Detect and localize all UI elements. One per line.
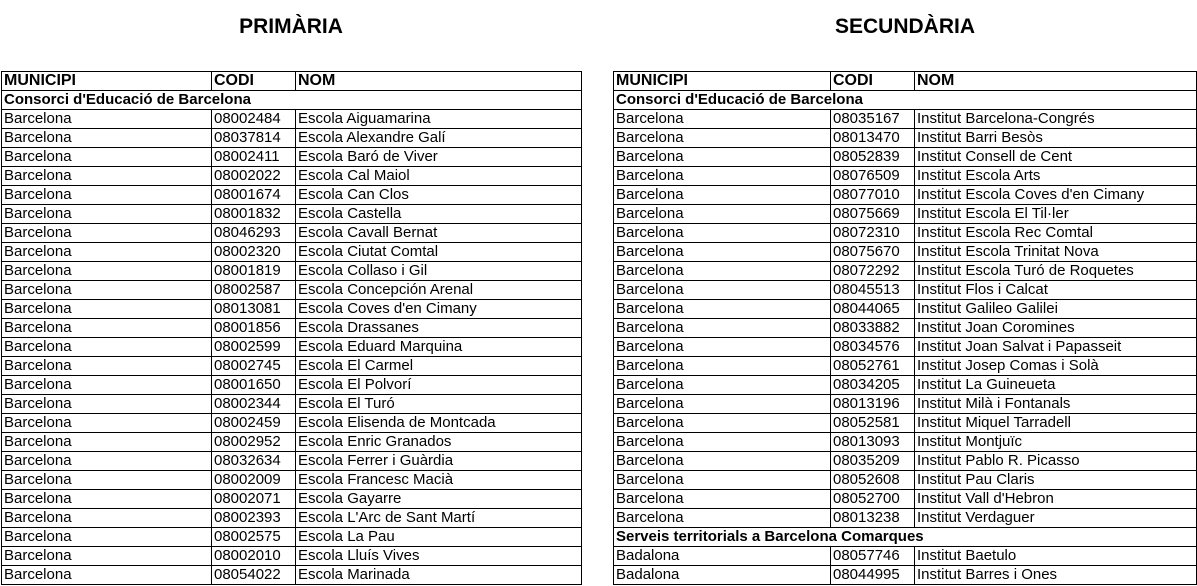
cell-codi: 08002587 bbox=[212, 281, 296, 300]
table-row bbox=[2, 224, 582, 243]
table-row bbox=[614, 205, 1197, 224]
table-row bbox=[2, 509, 582, 528]
cell-codi: 08002009 bbox=[212, 471, 296, 490]
cell-municipi: Barcelona bbox=[2, 566, 212, 585]
cell-nom: Institut Verdaguer bbox=[915, 509, 1197, 528]
cell-municipi: Barcelona bbox=[614, 357, 831, 376]
header-municipi: MUNICIPI bbox=[2, 72, 212, 91]
cell-codi: 08052581 bbox=[831, 414, 915, 433]
secundaria-header-row bbox=[614, 72, 1197, 91]
group-row bbox=[614, 91, 1197, 110]
table-row bbox=[2, 319, 582, 338]
table-row bbox=[614, 509, 1197, 528]
table-row bbox=[2, 414, 582, 433]
table-row bbox=[614, 148, 1197, 167]
cell-municipi: Barcelona bbox=[614, 376, 831, 395]
cell-municipi: Barcelona bbox=[614, 414, 831, 433]
cell-nom: Escola Collaso i Gil bbox=[296, 262, 582, 281]
cell-municipi: Barcelona bbox=[2, 300, 212, 319]
table-row bbox=[2, 205, 582, 224]
table-row bbox=[2, 338, 582, 357]
header-codi: CODI bbox=[212, 72, 296, 91]
secundaria-table bbox=[613, 71, 1197, 585]
table-row bbox=[2, 300, 582, 319]
cell-nom: Escola El Polvorí bbox=[296, 376, 582, 395]
cell-nom: Escola Baró de Viver bbox=[296, 148, 582, 167]
header-municipi: MUNICIPI bbox=[614, 72, 831, 91]
cell-nom: Escola Drassanes bbox=[296, 319, 582, 338]
cell-municipi: Barcelona bbox=[614, 262, 831, 281]
cell-codi: 08072310 bbox=[831, 224, 915, 243]
table-row bbox=[2, 471, 582, 490]
table-row bbox=[614, 566, 1197, 585]
cell-nom: Institut Pablo R. Picasso bbox=[915, 452, 1197, 471]
cell-municipi: Badalona bbox=[614, 547, 831, 566]
cell-nom: Institut Josep Comas i Solà bbox=[915, 357, 1197, 376]
cell-nom: Institut Galileo Galilei bbox=[915, 300, 1197, 319]
primaria-rows bbox=[2, 91, 582, 585]
secundaria-title: SECUNDÀRIA bbox=[834, 15, 975, 38]
cell-codi: 08033882 bbox=[831, 319, 915, 338]
cell-nom: Institut Escola Turó de Roquetes bbox=[915, 262, 1197, 281]
cell-municipi: Barcelona bbox=[614, 186, 831, 205]
table-row bbox=[614, 452, 1197, 471]
cell-codi: 08002411 bbox=[212, 148, 296, 167]
cell-codi: 08002022 bbox=[212, 167, 296, 186]
cell-municipi: Barcelona bbox=[614, 319, 831, 338]
cell-municipi: Barcelona bbox=[2, 243, 212, 262]
group-label: Consorci d'Educació de Barcelona bbox=[614, 91, 1197, 110]
cell-nom: Institut Joan Coromines bbox=[915, 319, 1197, 338]
cell-nom: Escola Marinada bbox=[296, 566, 582, 585]
cell-codi: 08044065 bbox=[831, 300, 915, 319]
table-row bbox=[2, 129, 582, 148]
cell-nom: Escola La Pau bbox=[296, 528, 582, 547]
cell-municipi: Barcelona bbox=[2, 319, 212, 338]
table-row bbox=[2, 566, 582, 585]
table-row bbox=[614, 376, 1197, 395]
cell-nom: Institut Pau Claris bbox=[915, 471, 1197, 490]
table-row bbox=[614, 414, 1197, 433]
cell-municipi: Badalona bbox=[614, 566, 831, 585]
cell-nom: Institut Vall d'Hebron bbox=[915, 490, 1197, 509]
cell-municipi: Barcelona bbox=[2, 376, 212, 395]
cell-codi: 08002484 bbox=[212, 110, 296, 129]
primaria-title: PRIMÀRIA bbox=[239, 15, 343, 38]
cell-codi: 08044995 bbox=[831, 566, 915, 585]
cell-nom: Escola Aiguamarina bbox=[296, 110, 582, 129]
table-row bbox=[614, 471, 1197, 490]
table-row bbox=[2, 281, 582, 300]
cell-nom: Escola Francesc Macià bbox=[296, 471, 582, 490]
cell-nom: Escola L'Arc de Sant Martí bbox=[296, 509, 582, 528]
cell-nom: Escola Eduard Marquina bbox=[296, 338, 582, 357]
table-row bbox=[2, 395, 582, 414]
table-row bbox=[614, 186, 1197, 205]
table-row bbox=[614, 395, 1197, 414]
cell-codi: 08002459 bbox=[212, 414, 296, 433]
cell-codi: 08002599 bbox=[212, 338, 296, 357]
cell-municipi: Barcelona bbox=[2, 490, 212, 509]
cell-codi: 08075670 bbox=[831, 243, 915, 262]
cell-nom: Escola Coves d'en Cimany bbox=[296, 300, 582, 319]
cell-codi: 08034576 bbox=[831, 338, 915, 357]
cell-nom: Escola El Turó bbox=[296, 395, 582, 414]
cell-codi: 08052761 bbox=[831, 357, 915, 376]
cell-municipi: Barcelona bbox=[614, 433, 831, 452]
cell-nom: Escola Concepción Arenal bbox=[296, 281, 582, 300]
cell-codi: 08013470 bbox=[831, 129, 915, 148]
table-row bbox=[2, 110, 582, 129]
cell-codi: 08052700 bbox=[831, 490, 915, 509]
cell-nom: Institut Milà i Fontanals bbox=[915, 395, 1197, 414]
table-row bbox=[614, 433, 1197, 452]
cell-codi: 08035209 bbox=[831, 452, 915, 471]
cell-codi: 08054022 bbox=[212, 566, 296, 585]
cell-municipi: Barcelona bbox=[614, 243, 831, 262]
cell-codi: 08002071 bbox=[212, 490, 296, 509]
table-row bbox=[614, 281, 1197, 300]
cell-municipi: Barcelona bbox=[614, 452, 831, 471]
primaria-table bbox=[1, 71, 582, 585]
cell-municipi: Barcelona bbox=[2, 186, 212, 205]
table-row bbox=[2, 528, 582, 547]
cell-municipi: Barcelona bbox=[614, 395, 831, 414]
cell-municipi: Barcelona bbox=[614, 110, 831, 129]
cell-nom: Institut Baetulo bbox=[915, 547, 1197, 566]
header-codi: CODI bbox=[831, 72, 915, 91]
table-row bbox=[614, 490, 1197, 509]
cell-codi: 08001856 bbox=[212, 319, 296, 338]
cell-municipi: Barcelona bbox=[614, 281, 831, 300]
table-row bbox=[2, 547, 582, 566]
table-row bbox=[2, 186, 582, 205]
cell-codi: 08052839 bbox=[831, 148, 915, 167]
cell-nom: Institut La Guineueta bbox=[915, 376, 1197, 395]
cell-nom: Institut Flos i Calcat bbox=[915, 281, 1197, 300]
cell-municipi: Barcelona bbox=[614, 148, 831, 167]
table-row bbox=[614, 547, 1197, 566]
table-row bbox=[614, 300, 1197, 319]
cell-codi: 08013081 bbox=[212, 300, 296, 319]
cell-nom: Escola El Carmel bbox=[296, 357, 582, 376]
table-row bbox=[2, 452, 582, 471]
group-label: Consorci d'Educació de Barcelona bbox=[2, 91, 582, 110]
cell-nom: Institut Consell de Cent bbox=[915, 148, 1197, 167]
cell-nom: Escola Alexandre Galí bbox=[296, 129, 582, 148]
cell-municipi: Barcelona bbox=[2, 357, 212, 376]
table-row bbox=[614, 262, 1197, 281]
cell-municipi: Barcelona bbox=[614, 300, 831, 319]
cell-codi: 08001832 bbox=[212, 205, 296, 224]
table-row bbox=[614, 110, 1197, 129]
cell-nom: Institut Barres i Ones bbox=[915, 566, 1197, 585]
cell-municipi: Barcelona bbox=[2, 281, 212, 300]
table-row bbox=[614, 319, 1197, 338]
cell-nom: Escola Cal Maiol bbox=[296, 167, 582, 186]
cell-codi: 08002952 bbox=[212, 433, 296, 452]
cell-nom: Escola Ciutat Comtal bbox=[296, 243, 582, 262]
cell-codi: 08032634 bbox=[212, 452, 296, 471]
cell-municipi: Barcelona bbox=[2, 224, 212, 243]
table-row bbox=[2, 243, 582, 262]
primaria-header-row bbox=[2, 72, 582, 91]
table-row bbox=[614, 243, 1197, 262]
cell-municipi: Barcelona bbox=[2, 528, 212, 547]
cell-codi: 08076509 bbox=[831, 167, 915, 186]
cell-municipi: Barcelona bbox=[614, 205, 831, 224]
cell-codi: 08035167 bbox=[831, 110, 915, 129]
cell-municipi: Barcelona bbox=[2, 509, 212, 528]
cell-codi: 08013196 bbox=[831, 395, 915, 414]
cell-municipi: Barcelona bbox=[614, 129, 831, 148]
group-label: Serveis territorials a Barcelona Comarques bbox=[614, 528, 1197, 547]
cell-nom: Escola Castella bbox=[296, 205, 582, 224]
table-row bbox=[2, 262, 582, 281]
cell-municipi: Barcelona bbox=[614, 509, 831, 528]
cell-municipi: Barcelona bbox=[614, 490, 831, 509]
cell-codi: 08002575 bbox=[212, 528, 296, 547]
cell-nom: Escola Can Clos bbox=[296, 186, 582, 205]
cell-codi: 08013238 bbox=[831, 509, 915, 528]
cell-codi: 08001674 bbox=[212, 186, 296, 205]
cell-municipi: Barcelona bbox=[2, 471, 212, 490]
header-nom: NOM bbox=[296, 72, 582, 91]
cell-nom: Escola Elisenda de Montcada bbox=[296, 414, 582, 433]
cell-nom: Institut Escola Arts bbox=[915, 167, 1197, 186]
cell-codi: 08045513 bbox=[831, 281, 915, 300]
secundaria-rows bbox=[614, 91, 1197, 585]
cell-nom: Institut Escola Coves d'en Cimany bbox=[915, 186, 1197, 205]
cell-codi: 08002745 bbox=[212, 357, 296, 376]
cell-codi: 08052608 bbox=[831, 471, 915, 490]
table-row bbox=[2, 490, 582, 509]
cell-municipi: Barcelona bbox=[2, 110, 212, 129]
cell-municipi: Barcelona bbox=[2, 395, 212, 414]
cell-municipi: Barcelona bbox=[2, 129, 212, 148]
cell-codi: 08072292 bbox=[831, 262, 915, 281]
table-row bbox=[614, 224, 1197, 243]
table-row bbox=[2, 357, 582, 376]
cell-codi: 08001650 bbox=[212, 376, 296, 395]
cell-municipi: Barcelona bbox=[2, 205, 212, 224]
cell-codi: 08037814 bbox=[212, 129, 296, 148]
cell-municipi: Barcelona bbox=[614, 471, 831, 490]
cell-nom: Escola Gayarre bbox=[296, 490, 582, 509]
cell-codi: 08077010 bbox=[831, 186, 915, 205]
group-row bbox=[2, 91, 582, 110]
cell-municipi: Barcelona bbox=[2, 338, 212, 357]
cell-codi: 08034205 bbox=[831, 376, 915, 395]
cell-municipi: Barcelona bbox=[2, 433, 212, 452]
table-row bbox=[2, 376, 582, 395]
cell-municipi: Barcelona bbox=[614, 338, 831, 357]
cell-nom: Institut Escola El Til·ler bbox=[915, 205, 1197, 224]
group-row bbox=[614, 528, 1197, 547]
cell-municipi: Barcelona bbox=[2, 262, 212, 281]
cell-codi: 08002010 bbox=[212, 547, 296, 566]
cell-municipi: Barcelona bbox=[614, 224, 831, 243]
table-row bbox=[614, 338, 1197, 357]
cell-municipi: Barcelona bbox=[2, 148, 212, 167]
cell-codi: 08057746 bbox=[831, 547, 915, 566]
cell-municipi: Barcelona bbox=[2, 167, 212, 186]
header-nom: NOM bbox=[915, 72, 1197, 91]
cell-codi: 08013093 bbox=[831, 433, 915, 452]
cell-codi: 08075669 bbox=[831, 205, 915, 224]
cell-nom: Institut Miquel Tarradell bbox=[915, 414, 1197, 433]
cell-codi: 08001819 bbox=[212, 262, 296, 281]
cell-municipi: Barcelona bbox=[2, 414, 212, 433]
cell-municipi: Barcelona bbox=[2, 452, 212, 471]
cell-codi: 08002344 bbox=[212, 395, 296, 414]
cell-nom: Escola Cavall Bernat bbox=[296, 224, 582, 243]
cell-nom: Escola Enric Granados bbox=[296, 433, 582, 452]
table-row bbox=[614, 167, 1197, 186]
cell-codi: 08002393 bbox=[212, 509, 296, 528]
cell-nom: Institut Escola Rec Comtal bbox=[915, 224, 1197, 243]
cell-nom: Institut Barcelona-Congrés bbox=[915, 110, 1197, 129]
table-row bbox=[2, 167, 582, 186]
cell-nom: Institut Joan Salvat i Papasseit bbox=[915, 338, 1197, 357]
cell-nom: Institut Montjuïc bbox=[915, 433, 1197, 452]
cell-municipi: Barcelona bbox=[614, 167, 831, 186]
table-row bbox=[2, 433, 582, 452]
table-row bbox=[614, 129, 1197, 148]
cell-codi: 08002320 bbox=[212, 243, 296, 262]
table-row bbox=[614, 357, 1197, 376]
table-row bbox=[2, 148, 582, 167]
cell-municipi: Barcelona bbox=[2, 547, 212, 566]
cell-codi: 08046293 bbox=[212, 224, 296, 243]
cell-nom: Escola Lluís Vives bbox=[296, 547, 582, 566]
cell-nom: Institut Barri Besòs bbox=[915, 129, 1197, 148]
cell-nom: Escola Ferrer i Guàrdia bbox=[296, 452, 582, 471]
cell-nom: Institut Escola Trinitat Nova bbox=[915, 243, 1197, 262]
